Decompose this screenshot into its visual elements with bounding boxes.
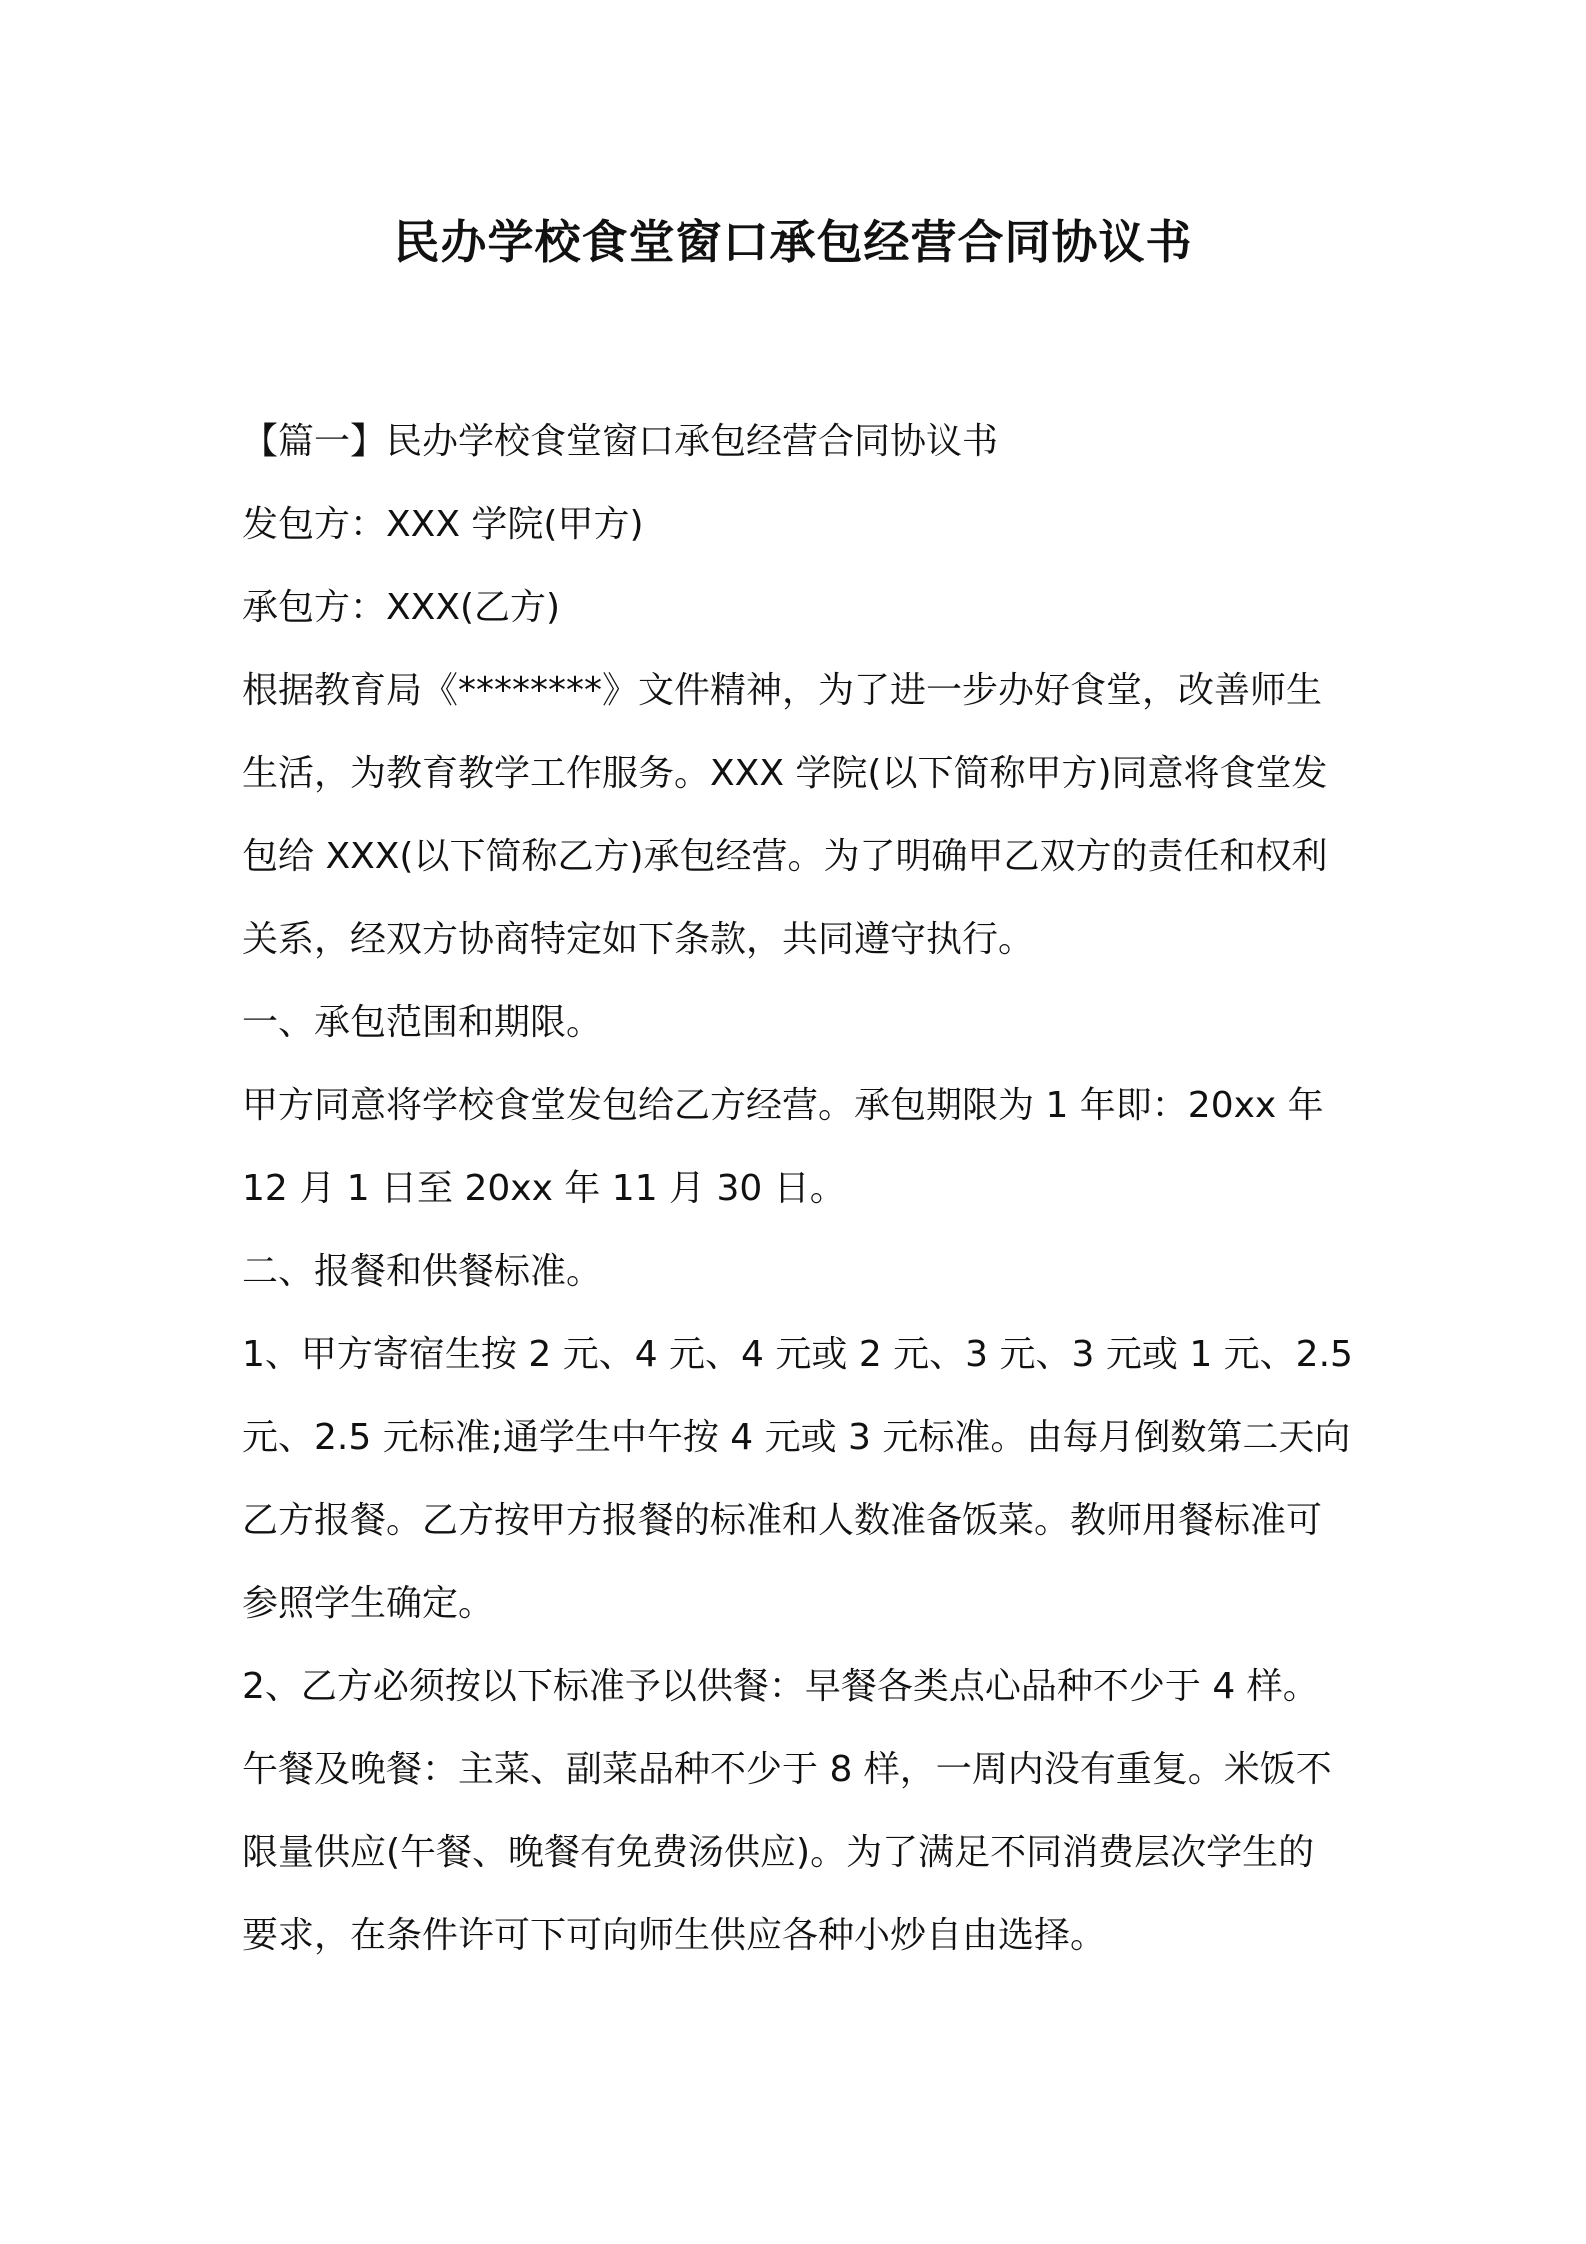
paragraph-line: 元、2.5 元标准;通学生中午按 4 元或 3 元标准。由每月倒数第二天向 xyxy=(242,1417,1351,1458)
document-body xyxy=(242,400,1362,1977)
paragraph-line: 2、乙方必须按以下标准予以供餐：早餐各类点心品种不少于 4 样。 xyxy=(242,1666,1319,1707)
party-b-line: 承包方：XXX(乙方) xyxy=(242,587,561,628)
paragraph-line: 包给 XXX(以下简称乙方)承包经营。为了明确甲乙双方的责任和权利 xyxy=(242,836,1328,877)
paragraph-line: 12 月 1 日至 20xx 年 11 月 30 日。 xyxy=(242,1168,846,1209)
paragraph-line: 根据教育局《********》文件精神，为了进一步办好食堂，改善师生 xyxy=(242,670,1323,711)
paragraph-line: 甲方同意将学校食堂发包给乙方经营。承包期限为 1 年即：20xx 年 xyxy=(242,1085,1324,1126)
party-a-line: 发包方：XXX 学院(甲方) xyxy=(242,504,644,545)
intro-paragraph xyxy=(242,649,1362,981)
paragraph-line: 限量供应(午餐、晚餐有免费汤供应)。为了满足不同消费层次学生的 xyxy=(242,1832,1315,1873)
clause2-item2-paragraph xyxy=(242,1645,1362,1977)
section-heading: 【篇一】民办学校食堂窗口承包经营合同协议书 xyxy=(242,421,999,462)
clause-heading: 一、承包范围和期限。 xyxy=(242,1002,603,1043)
paragraph-line: 参照学生确定。 xyxy=(242,1583,495,1624)
paragraph-line: 要求，在条件许可下可向师生供应各种小炒自由选择。 xyxy=(242,1915,1107,1956)
paragraph-line: 1、甲方寄宿生按 2 元、4 元、4 元或 2 元、3 元、3 元或 1 元、2.5 xyxy=(242,1334,1353,1375)
document-title: 民办学校食堂窗口承包经营合同协议书 xyxy=(393,215,1193,269)
paragraph-line: 关系，经双方协商特定如下条款，共同遵守执行。 xyxy=(242,919,1035,960)
clause-heading: 二、报餐和供餐标准。 xyxy=(242,1251,603,1292)
paragraph-line: 乙方报餐。乙方按甲方报餐的标准和人数准备饭菜。教师用餐标准可 xyxy=(242,1500,1323,1541)
paragraph-line: 午餐及晚餐：主菜、副菜品种不少于 8 样，一周内没有重复。米饭不 xyxy=(242,1749,1332,1790)
paragraph-line: 生活，为教育教学工作服务。XXX 学院(以下简称甲方)同意将食堂发 xyxy=(242,753,1328,794)
clause1-paragraph xyxy=(242,1064,1362,1230)
clause2-item1-paragraph xyxy=(242,1313,1362,1645)
